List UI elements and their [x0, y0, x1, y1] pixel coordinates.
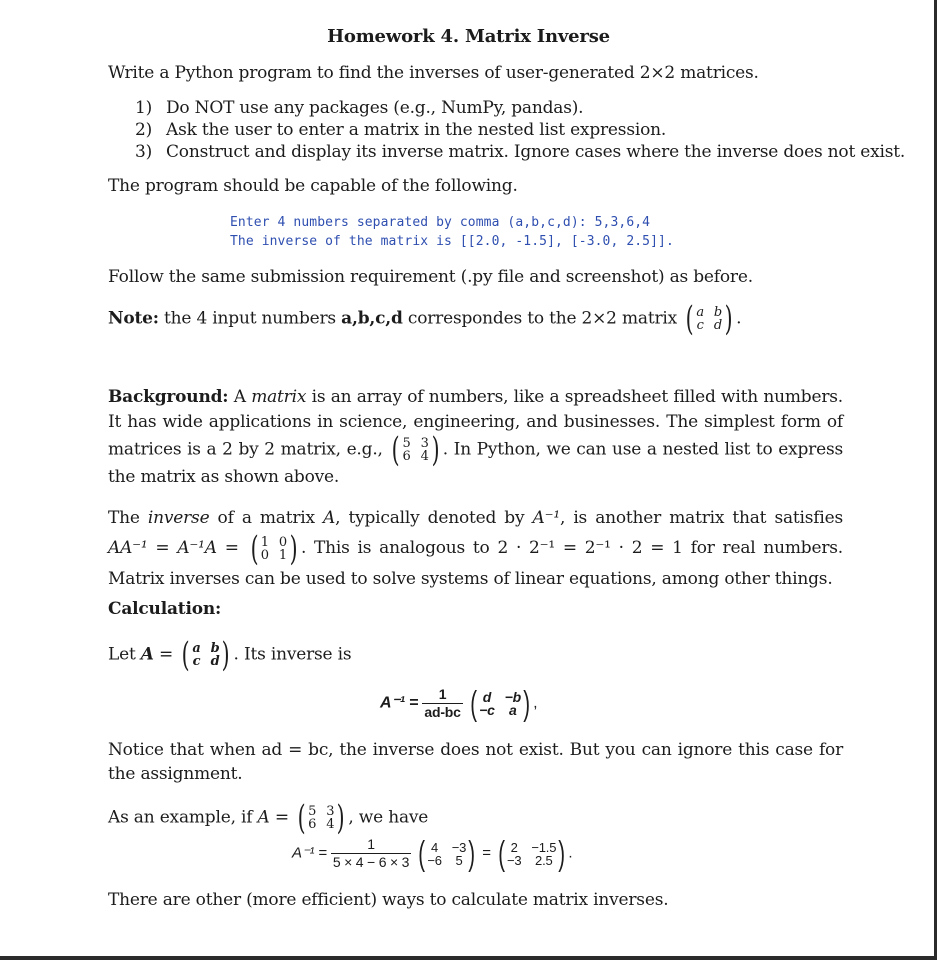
page-border-bottom [0, 956, 937, 960]
closing-text: There are other (more efficient) ways to calculate matrix inverses. [108, 890, 669, 910]
matrix-adjugate: ( d −b −c a ) [470, 684, 530, 723]
notice-paragraph: Notice that when ad = bc, the inverse does not exist. But you can ignore this case for the assignment. [108, 740, 843, 784]
background-label: Background: [108, 387, 229, 407]
list-text: Ask the user to enter a matrix in the nested list expression. [166, 120, 667, 140]
calculation-heading: Calculation: [108, 599, 222, 619]
list-number: 1) [135, 98, 153, 118]
note-text-after: correspondes to the 2×2 matrix [402, 308, 678, 329]
matrix-identity: ( 1 0 0 1 ) [250, 528, 298, 569]
list-item [135, 97, 583, 119]
submission-text: Follow the same submission requirement (.py file and screenshot) as before. [108, 267, 753, 287]
list-number: 3) [135, 142, 153, 162]
matrix-example-adjugate: ( 4 −3 −6 5 ) [418, 834, 476, 873]
note-vars: a,b,c,d [341, 308, 403, 329]
code-line-input: Enter 4 numbers separated by comma (a,b,c,d): 5,3,6,4 [230, 215, 651, 230]
list-item [135, 119, 666, 141]
matrix-abcd: ( a b c d ) [685, 299, 733, 339]
let-line: Let A = ( a b c d ) . Its inverse is [108, 635, 352, 675]
capable-text: The program should be capable of the following. [108, 176, 518, 196]
code-line-output: The inverse of the matrix is [[2.0, -1.5], [-3.0, 2.5]]. [230, 234, 674, 249]
intro-text: Write a Python program to find the inverses of user-generated 2×2 matrices. [108, 63, 759, 83]
matrix-abcd: ( a b c d ) [181, 635, 230, 675]
note-end: . [736, 308, 742, 329]
note-text: the 4 input numbers [158, 308, 342, 329]
inverse-paragraph: The inverse of a matrix A, typically denoted by A⁻¹, is another matrix that satisfies AA⁻¹ = A⁻¹A = ( 1 0 0 1 ) . This is analogous to 2 · 2⁻¹ = 2⁻¹ · 2 = 1 for real numbers. Matrix inverses can be used to solve systems of linear equations, among other things. [108, 508, 844, 589]
example-formula: A⁻¹ = $\frac{1}{5 \times 4 - 6 \times 3}$ ( 4 −3 −6 5 ) = ( 2 −1.5 −3 2.5 ) . [292, 834, 573, 873]
list-item [135, 141, 905, 163]
background-paragraph: Background: A matrix is an array of numbers, like a spreadsheet filled with numbers. It has wide applications in science, engineering, and businesses. The simplest form of matrices is a 2 by 2 matrix, e.g., ( 5 3 6 4 ) . In Python, we can use a nested list to express the matrix as shown above. [108, 387, 843, 487]
matrix-example: ( 5 3 6 4 ) [392, 430, 440, 470]
note-line [108, 299, 742, 339]
inverse-formula: A⁻¹ = $\frac{1}{ad-bc}$ ( d −b −c a ) , [380, 684, 538, 723]
note-label: Note: [108, 308, 159, 329]
list-number: 2) [135, 120, 153, 140]
matrix-example-inverse: ( 2 −1.5 −3 2.5 ) [498, 834, 566, 873]
example-line: As an example, if A = ( 5 3 6 4 ) , we have [108, 798, 429, 838]
list-text: Do NOT use any packages (e.g., NumPy, pandas). [166, 98, 584, 118]
list-text: Construct and display its inverse matrix. Ignore cases where the inverse does not exist. [166, 142, 906, 162]
page-title: Homework 4. Matrix Inverse [327, 26, 610, 47]
matrix-example: ( 5 3 6 4 ) [297, 798, 345, 838]
